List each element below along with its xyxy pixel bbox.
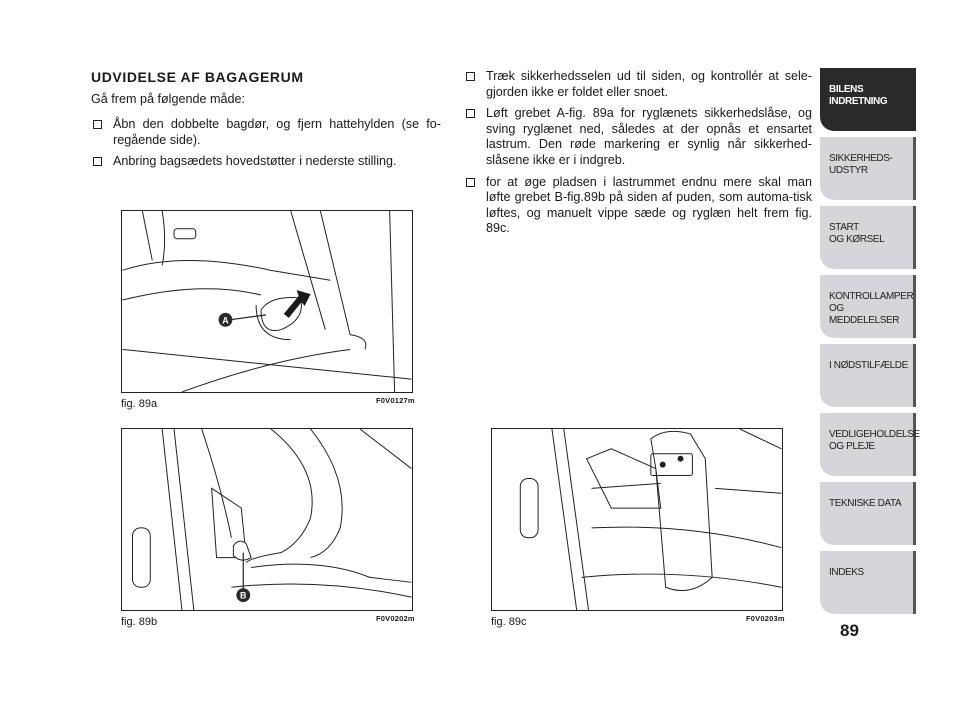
- tab-vedligeholdelse[interactable]: [820, 413, 920, 476]
- figure-89c: [491, 428, 783, 611]
- tab-i-nodstilfaelde[interactable]: [820, 344, 916, 407]
- tab-label: TEKNISKE DATA: [829, 498, 902, 509]
- step-item: Træk sikkerhedsselen ud til siden, og kontrollér at sele-gjorden ikke er foldet eller snoet.: [464, 69, 812, 100]
- step-item: Løft grebet A-fig. 89a for ryglænets sikkerhedslåse, og sving ryglænet ned, således at der opnås et ensartet lastrum. Den røde markering er synlig når sikkerhed-slåsene ikke er i indgreb.: [464, 106, 812, 168]
- left-step-list: [91, 117, 441, 176]
- figure-89c-illustration: [492, 429, 782, 610]
- step-item: for at øge pladsen i lastrummet endnu mere skal man løfte grebet B-fig.89b på siden af puden, som automa-tisk løftes, og manuelt vippe sæde og ryglæn helt frem fig. 89c.: [464, 175, 812, 237]
- tab-bilens-indretning[interactable]: [820, 68, 916, 131]
- figure-89b-caption: fig. 89b: [121, 616, 158, 628]
- tab-indeks[interactable]: [820, 551, 916, 614]
- marker-a-label: A: [222, 315, 229, 326]
- tab-label: SIKKERHEDS- UDSTYR: [829, 153, 893, 176]
- page-number: 89: [840, 621, 859, 640]
- figure-89c-code: F0V0203m: [746, 614, 785, 623]
- figure-89b-code: F0V0202m: [376, 614, 415, 623]
- tab-label: KONTROLLAMPER OG MEDDELELSER: [829, 291, 914, 326]
- figure-89a-caption: fig. 89a: [121, 398, 158, 410]
- figure-89a-code: F0V0127m: [376, 396, 415, 405]
- step-item: Anbring bagsædets hovedstøtter i nederste stilling.: [91, 154, 441, 170]
- step-item: Åbn den dobbelte bagdør, og fjern hattehylden (se fo-regående side).: [91, 117, 441, 148]
- figure-89b: [121, 428, 413, 611]
- right-step-list: [464, 69, 812, 243]
- tab-kontrollamper[interactable]: [820, 275, 916, 338]
- figure-89b-illustration: [122, 429, 412, 610]
- tab-label: INDEKS: [829, 567, 864, 578]
- figure-89a-illustration: [122, 211, 412, 392]
- tab-label: START OG KØRSEL: [829, 222, 885, 245]
- marker-b-label: B: [240, 590, 247, 601]
- section-heading: UDVIDELSE AF BAGAGERUM: [91, 69, 304, 85]
- chapter-tabs: [820, 68, 920, 620]
- tab-sikkerhedsudstyr[interactable]: [820, 137, 916, 200]
- figure-89a: [121, 210, 413, 393]
- tab-label: VEDLIGEHOLDELSE OG PLEJE: [829, 429, 920, 452]
- tab-tekniske-data[interactable]: [820, 482, 916, 545]
- tab-start-og-korsel[interactable]: [820, 206, 916, 269]
- figure-89c-caption: fig. 89c: [491, 616, 527, 628]
- intro-text: Gå frem på følgende måde:: [91, 92, 246, 106]
- tab-label: BILENS INDRETNING: [829, 84, 888, 107]
- tab-label: I NØDSTILFÆLDE: [829, 360, 908, 371]
